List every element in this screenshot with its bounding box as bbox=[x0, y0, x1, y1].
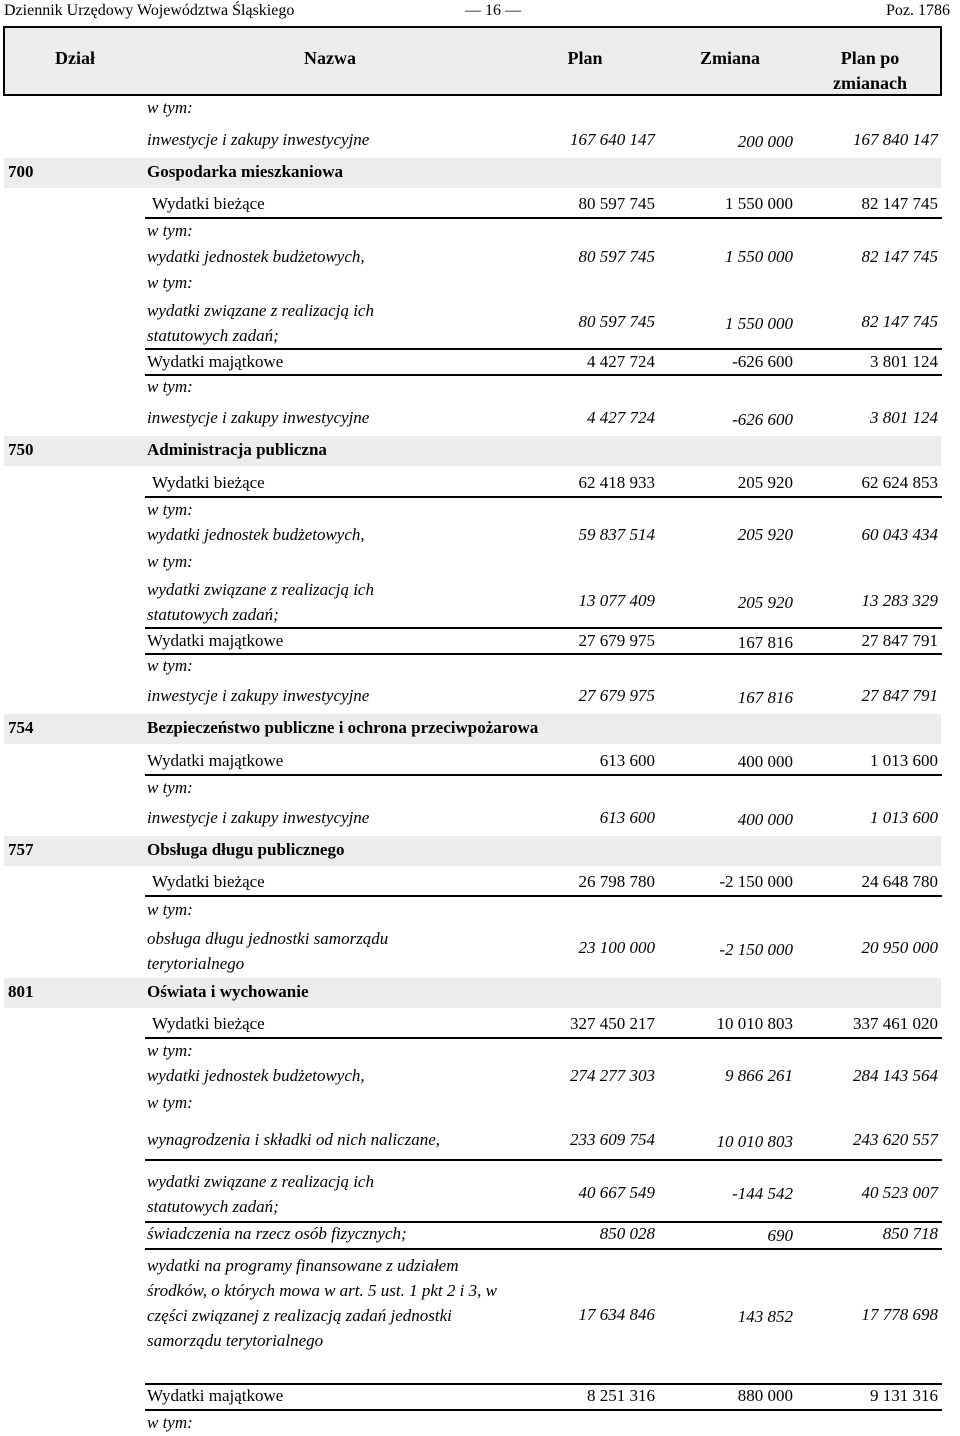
section-code: 750 bbox=[8, 440, 34, 459]
plan-po-value: 3 801 124 bbox=[870, 352, 938, 371]
row-label: w tym: bbox=[147, 221, 193, 240]
section-row bbox=[4, 836, 941, 866]
plan-value: 27 679 975 bbox=[578, 631, 655, 650]
divider bbox=[145, 653, 942, 655]
divider bbox=[145, 1383, 942, 1385]
divider bbox=[145, 374, 942, 376]
row-label: w tym: bbox=[147, 1093, 193, 1112]
plan-po-value: 1 013 600 bbox=[870, 808, 938, 827]
zmiana-value: 9 866 261 bbox=[725, 1066, 793, 1085]
divider bbox=[145, 496, 942, 498]
col-dzial: Dział bbox=[55, 48, 95, 68]
plan-po-value: 13 283 329 bbox=[861, 591, 938, 610]
row-label: Wydatki bieżące bbox=[152, 872, 265, 891]
plan-po-value: 17 778 698 bbox=[861, 1305, 938, 1324]
zmiana-value: -626 600 bbox=[732, 410, 793, 429]
plan-value: 23 100 000 bbox=[578, 938, 655, 957]
plan-po-value: 60 043 434 bbox=[861, 525, 938, 544]
plan-po-value: 9 131 316 bbox=[870, 1386, 938, 1405]
row-label: wydatki związane z realizacją ich statutowych zadań; bbox=[147, 301, 374, 345]
plan-value: 327 450 217 bbox=[570, 1014, 655, 1033]
plan-po-value: 27 847 791 bbox=[861, 631, 938, 650]
zmiana-value: 10 010 803 bbox=[716, 1132, 793, 1151]
row-label: Wydatki majątkowe bbox=[147, 352, 284, 371]
divider bbox=[145, 1409, 942, 1411]
col-zmiana: Zmiana bbox=[699, 48, 760, 68]
plan-value: 80 597 745 bbox=[578, 194, 655, 213]
divider bbox=[145, 348, 942, 350]
section-row bbox=[4, 714, 941, 744]
plan-value: 167 640 147 bbox=[570, 130, 655, 149]
plan-value: 4 427 724 bbox=[587, 352, 655, 371]
row-label: Wydatki majątkowe bbox=[147, 751, 284, 770]
plan-value: 80 597 745 bbox=[578, 247, 655, 266]
table-header bbox=[3, 26, 942, 96]
divider bbox=[145, 1248, 942, 1250]
row-label: w tym: bbox=[147, 377, 193, 396]
zmiana-value: 143 852 bbox=[737, 1307, 793, 1326]
row-label: Wydatki bieżące bbox=[152, 473, 265, 492]
divider bbox=[145, 627, 942, 629]
plan-value: 233 609 754 bbox=[570, 1130, 655, 1149]
plan-value: 62 418 933 bbox=[578, 473, 655, 492]
row-label: obsługa długu jednostki samorządu terytorialnego bbox=[147, 929, 389, 973]
row-label: w tym: bbox=[147, 1041, 193, 1060]
zmiana-value: -144 542 bbox=[732, 1184, 793, 1203]
plan-value: 40 667 549 bbox=[578, 1183, 655, 1202]
plan-po-value: 82 147 745 bbox=[861, 247, 938, 266]
plan-value: 27 679 975 bbox=[578, 686, 655, 705]
row-label: w tym: bbox=[147, 778, 193, 797]
row-label: świadczenia na rzecz osób fizycznych; bbox=[147, 1224, 407, 1243]
row-label: wydatki związane z realizacją ich statutowych zadań; bbox=[147, 1172, 374, 1216]
divider bbox=[145, 1037, 942, 1039]
divider bbox=[145, 774, 942, 776]
plan-value: 26 798 780 bbox=[578, 872, 655, 891]
divider bbox=[145, 1221, 942, 1223]
col-nazwa: Nazwa bbox=[304, 48, 356, 68]
plan-po-value: 243 620 557 bbox=[853, 1130, 938, 1149]
plan-value: 80 597 745 bbox=[578, 312, 655, 331]
zmiana-value: -2 150 000 bbox=[719, 872, 793, 891]
row-label: wydatki na programy finansowane z udziałem środków, o których mowa w art. 5 ust. 1 pkt 2 i 3, w części związanej z realizacją zadań jednostki samorządu terytorialnego bbox=[147, 1256, 497, 1350]
journal-title: Dziennik Urzędowy Województwa Śląskiego bbox=[4, 2, 295, 19]
row-label: Wydatki majątkowe bbox=[147, 1386, 284, 1405]
page-number: — 16 — bbox=[465, 2, 521, 19]
row-label: w tym: bbox=[147, 273, 193, 292]
divider bbox=[145, 217, 942, 219]
section-code: 700 bbox=[8, 162, 34, 181]
plan-po-value: 24 648 780 bbox=[861, 872, 938, 891]
row-label: w tym: bbox=[147, 500, 193, 519]
plan-po-value: 284 143 564 bbox=[853, 1066, 938, 1085]
section-row bbox=[4, 436, 941, 466]
zmiana-value: 1 550 000 bbox=[725, 194, 793, 213]
row-label: inwestycje i zakupy inwestycyjne bbox=[147, 808, 370, 827]
plan-po-value: 27 847 791 bbox=[861, 686, 938, 705]
row-label: wynagrodzenia i składki od nich naliczane, bbox=[147, 1130, 441, 1149]
page-header bbox=[0, 0, 960, 26]
section-name: Gospodarka mieszkaniowa bbox=[147, 162, 343, 181]
plan-value: 850 028 bbox=[599, 1224, 655, 1243]
plan-po-value: 337 461 020 bbox=[853, 1014, 938, 1033]
row-label: Wydatki bieżące bbox=[152, 194, 265, 213]
plan-value: 17 634 846 bbox=[578, 1305, 655, 1324]
section-name: Obsługa długu publicznego bbox=[147, 840, 345, 859]
zmiana-value: 167 816 bbox=[737, 688, 793, 707]
zmiana-value: 167 816 bbox=[737, 633, 793, 652]
row-label: Wydatki majątkowe bbox=[147, 631, 284, 650]
plan-value: 13 077 409 bbox=[578, 591, 655, 610]
zmiana-value: 205 920 bbox=[737, 593, 793, 612]
zmiana-value: 10 010 803 bbox=[716, 1014, 793, 1033]
section-code: 757 bbox=[8, 840, 34, 859]
plan-value: 4 427 724 bbox=[587, 408, 655, 427]
section-row bbox=[4, 978, 941, 1008]
row-label: wydatki jednostek budżetowych, bbox=[147, 525, 365, 544]
zmiana-value: 200 000 bbox=[737, 132, 793, 151]
plan-po-value: 1 013 600 bbox=[870, 751, 938, 770]
row-label: inwestycje i zakupy inwestycyjne bbox=[147, 686, 370, 705]
zmiana-value: 1 550 000 bbox=[725, 247, 793, 266]
row-label: inwestycje i zakupy inwestycyjne bbox=[147, 130, 370, 149]
row-label: w tym: bbox=[147, 900, 193, 919]
row-label: w tym: bbox=[147, 98, 193, 117]
section-code: 754 bbox=[8, 718, 34, 737]
row-label: Wydatki bieżące bbox=[152, 1014, 265, 1033]
zmiana-value: 205 920 bbox=[737, 525, 793, 544]
col-plan: Plan bbox=[567, 48, 603, 68]
col-plan-po-1: Plan po bbox=[840, 48, 900, 68]
zmiana-value: 205 920 bbox=[737, 473, 793, 492]
plan-value: 8 251 316 bbox=[587, 1386, 655, 1405]
plan-po-value: 167 840 147 bbox=[853, 130, 938, 149]
section-name: Bezpieczeństwo publiczne i ochrona przeciwpożarowa bbox=[147, 718, 539, 737]
divider bbox=[145, 1159, 942, 1161]
section-name: Oświata i wychowanie bbox=[147, 982, 309, 1001]
zmiana-value: -2 150 000 bbox=[719, 940, 793, 959]
plan-po-value: 850 718 bbox=[882, 1224, 938, 1243]
divider bbox=[145, 895, 942, 897]
plan-value: 59 837 514 bbox=[578, 525, 655, 544]
row-label: wydatki związane z realizacją ich statutowych zadań; bbox=[147, 580, 374, 624]
plan-value: 613 600 bbox=[599, 808, 655, 827]
plan-po-value: 82 147 745 bbox=[861, 194, 938, 213]
section-code: 801 bbox=[8, 982, 34, 1001]
row-label: wydatki jednostek budżetowych, bbox=[147, 1066, 365, 1085]
zmiana-value: 880 000 bbox=[737, 1386, 793, 1405]
zmiana-value: -626 600 bbox=[732, 352, 793, 371]
row-label: inwestycje i zakupy inwestycyjne bbox=[147, 408, 370, 427]
plan-po-value: 3 801 124 bbox=[870, 408, 938, 427]
row-label: w tym: bbox=[147, 656, 193, 675]
position-number: Poz. 1786 bbox=[886, 2, 950, 19]
zmiana-value: 690 bbox=[767, 1226, 793, 1245]
zmiana-value: 1 550 000 bbox=[725, 314, 793, 333]
plan-value: 274 277 303 bbox=[570, 1066, 655, 1085]
plan-po-value: 62 624 853 bbox=[861, 473, 938, 492]
plan-po-value: 20 950 000 bbox=[861, 938, 938, 957]
section-name: Administracja publiczna bbox=[147, 440, 327, 459]
plan-po-value: 82 147 745 bbox=[861, 312, 938, 331]
col-plan-po-2: zmianach bbox=[833, 73, 907, 93]
row-label: wydatki jednostek budżetowych, bbox=[147, 247, 365, 266]
zmiana-value: 400 000 bbox=[737, 752, 793, 771]
plan-value: 613 600 bbox=[599, 751, 655, 770]
section-row bbox=[4, 158, 941, 188]
row-label: w tym: bbox=[147, 552, 193, 571]
row-label: w tym: bbox=[147, 1413, 193, 1432]
zmiana-value: 400 000 bbox=[737, 810, 793, 829]
plan-po-value: 40 523 007 bbox=[861, 1183, 938, 1202]
